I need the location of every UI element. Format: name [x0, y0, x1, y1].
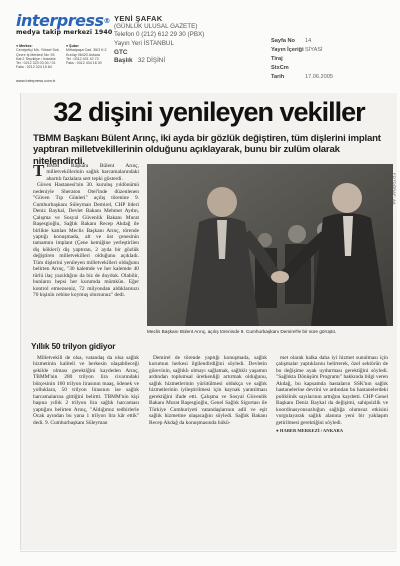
article-column-1: TBMM Başkanı Bülent Arınç, milletvekillerinin sağlık harcamalarındaki abartılı fazlalara sert tepki gösterdi. Güven Hastanesi'nin 30. kuruluş yıldönümü nedeniyle Sheraton Otel'inde düzenlenen "Güven Tıp Günleri" açılış törenine 9. Cumhurbaşkanı Süleyman Demirel, CHP lideri Deniz Baykal, Devlet Bakanı Mehmet Aydın, Çalışma ve Sosyal Güvenlik Bakanı Murat Başesgioğlu, Sağlık Bakanı Recep Akdağ ile birlikte katılan Meclis Başkanı Arınç, törende yaptığı konuşmada, alt ve üst çenesinin tamamını implant (Çene kemiğine yerleştirilen diş kökleri) diş yaptıran, 2 ayda bir gözlük değiştiren milletvekilleri olduğunu açıkladı. Tüm dişlerini yenileyen milletvekilleri olduğunu belirten Arınç, "30 kalemde ve her kalemde 40 türlü ilaç yazıldığını da biz de duyduk. Olabilir, bunların hepsi her kurumda mümkün. Eğer kontrol etmezseniz, 72 milyondan aldıklarınızı 70 kişinin cebine koymuş olursunuz" dedi.: [33, 161, 139, 299]
category-code: GTC: [114, 48, 128, 56]
article-column-1b: [33, 355, 139, 426]
article-column-3: [276, 355, 388, 434]
publication-details: [271, 37, 333, 82]
article-headline: 32 dişini yenileyen vekiller: [53, 97, 365, 127]
photo-credit: FOTOĞRAF: AA: [392, 173, 397, 205]
newspaper-clipping: [20, 93, 397, 550]
newspaper-type: (GÜNLÜK ULUSAL GAZETE): [114, 23, 198, 31]
paragraph: met olarak halka daha iyi hizmet sunulması için çalışmalar yaptıklarını belirterek, özel sektörün de bu değişime ayak uydurması gerektiğini söyledi. "Sağlıkta Dönüşüm Programı" hakkında bilgi veren Akdağ, bu kapsamda hastaların SSK'nın sağlık hastanelerine devrini ve ardından bu hastanelerdeki poliklinik sayılarının arttığını kaydetti. CHP Genel Başkanı Deniz Baykal da değişimi, sahipsizlik ve koordinasyonsuzluğun sağlığa olumsuz etkisini vurgulayarak sağlık alanına yeni bir yaklaşım getirilmesi gerektiğini söyledi.: [276, 355, 388, 426]
article-photo: [147, 164, 393, 326]
media-metadata: [114, 15, 204, 65]
article-subhead: TBMM Başkanı Bülent Arınç, iki ayda bir gözlük değiştiren, tüm dişlerini implant yaptıran milletvekillerinin olduğunu açıklayarak, bunu bir zulüm olarak nitelendirdi.: [33, 133, 381, 167]
article-subtitle: Yıllık 50 trilyon gidiyor: [31, 341, 116, 351]
logo-wordmark: interpress®: [16, 11, 111, 30]
divider: [20, 551, 396, 552]
newspaper-name: YENİ ŞAFAK: [114, 14, 163, 23]
detail-row: Tiraj: [271, 56, 283, 62]
detail-row: Tarih 17.06.2005: [271, 74, 333, 80]
head-office: ● Merkez: Cemiyetİçi Mh. Yüksel Sok. Çevre İş Merkezi No: 93 Kat:2 Teşvikiye / İstanbul Tel : 0212 323 03 00 / 01 Faks : 0212 324 15 84: [16, 44, 60, 70]
publication-city: Yayın Yeri İSTANBUL: [114, 39, 174, 47]
paragraph: Güven Hastanesi'nin 30. kuruluş yıldönümü nedeniyle Sheraton Otel'inde düzenlenen "Güven Tıp Günleri" açılış törenine 9. Cumhurbaşkanı Süleyman Demirel, CHP lideri Deniz Baykal, Devlet Bakanı Mehmet Aydın, Çalışma ve Sosyal Güvenlik Bakanı Murat Başesgioğlu, Sağlık Bakanı Recep Akdağ ile birlikte katılan Meclis Başkanı Arınç, törende yaptığı konuşmada, alt ve üst çenesinin tamamını implant (Çene kemiğine yerleştirilen diş kökleri) diş yaptıran, 2 ayda bir gözlük değiştiren milletvekilleri olduğunu açıkladı. Tüm dişlerini yenileyen milletvekilleri olduğunu belirten Arınç, "30 kalemde ve her kalemde 40 türlü ilaç yazıldığını da biz de duyduk. Olabilir, bunların hepsi her kurumda mümkün. Eğer kontrol etmezseniz, 72 milyondan aldıklarınızı 70 kişinin cebine koymuş olursunuz" dedi.: [33, 182, 139, 299]
detail-row: Sayfa No 14: [271, 38, 312, 44]
newspaper-phone: Telefon 0 (212) 612 29 30 (PBX): [114, 31, 205, 39]
handshake-photo: [147, 164, 393, 326]
detail-row: Yayın İçeriği SİYASİ: [271, 47, 323, 53]
title-row: Başlık 32 DİŞİNİ: [114, 57, 166, 65]
paragraph: Milletvekili de olsa, vatandaş da olsa sağlık hizmetinin kaliteli ve herkesin ulaşabileceği şekilde olması gerektiğini kaydeden Arınç, TBMM'nin 280 trilyon lira civarındaki bütçesinin 160 trilyon lirasının maaş, ödenek ve yolluklara, 50 trilyon lirasının ise sağlık harcamalarına gittiğini belirtti. TBMM'nin kişi başına yıllık 2 trilyon lira sağlık harcaması yaptığını belirten Arınç, "Aldığımız tedbirlerle Ocak ayından bu yana 1 trilyon lira kâr ettik" dedi. 9. Cumhurbaşkanı Süleyman: [33, 355, 139, 426]
logo-tagline: medya takip merkezi 1940: [16, 29, 113, 36]
branch-office: ● Şube: Mithatpaşa Cad. 35/3 K:2 Kızılay 06420 Ankara Tel : 0312 431 42 73 Faks : 0312 434 16 00: [66, 44, 107, 66]
photo-caption: Meclis Başkanı Bülent Arınç, açılış töreninde 9. Cumhurbaşkanı Demirel'le bir süre görüştü.: [147, 329, 337, 334]
agency-website: www.interpress.com.tr: [16, 78, 56, 83]
drop-cap: T: [33, 161, 45, 180]
article-column-2: [149, 355, 267, 426]
agency-logo: [16, 13, 112, 36]
news-credit: ● HABER MERKEZİ / ANKARA: [276, 427, 344, 433]
paragraph: Demirel de törende yaptığı konuşmada, sağlık kurumun herkesi ilgilendirdiğini söyledi. Devletin görevinin, sağlıklı olmayı sağlamak, sağlıklı yaşamın ardından toplumsal üretkenliği artırmak olduğunu, sağlık hizmetlerinin yürütülmesi oldukça ve sağlık hizmetlerinin iyileştirilmesi için kaynak yaratılması gerektiğini ifade etti. Çalışma ve Sosyal Güvenlik Bakanı Murat Başesgioğlu, Genel Sağlık Sigortası ile Türkiye Cumhuriyeti vatandaşlarının adil ve eşit sağlık hizmetine ulaşacağını söyledi. Sağlık Bakanı Recep Akdağ da konuşmasında hükü-: [149, 355, 267, 426]
detail-row: StxCm: [271, 65, 289, 71]
